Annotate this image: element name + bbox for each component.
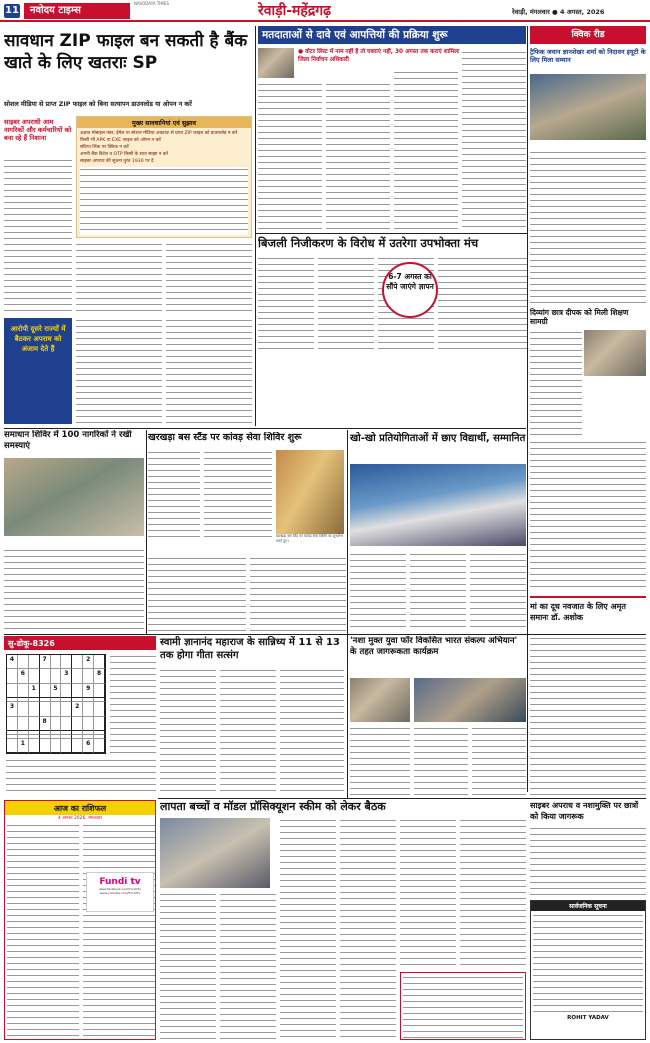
rashifal-title: आज का राशिफल — [5, 801, 155, 815]
lead-pull-quote — [4, 318, 72, 424]
public-notice — [530, 900, 646, 1040]
sudoku-cell[interactable] — [83, 717, 94, 731]
sudoku-cell[interactable] — [72, 739, 83, 753]
sudoku-cell[interactable] — [29, 655, 40, 669]
missing-body-col5 — [400, 818, 456, 968]
mother-body — [530, 636, 646, 796]
sudoku-cell[interactable]: 3 — [7, 702, 18, 716]
lead-side-title: साइबर अपराधी आम नागरिकों और कर्मचारियों को बना रहे हैं निशाना — [4, 118, 72, 142]
lead-body-col5 — [166, 318, 252, 424]
missing-body-col6 — [460, 818, 526, 968]
quick-read-title: क्विक रीड — [571, 30, 605, 40]
sudoku-cell[interactable] — [72, 717, 83, 731]
brand-tag: NAVODAYA TIMES — [134, 1, 170, 6]
kanwar-headline: खरखड़ा बस स्टैंड पर कांवड़ सेवा शिविर शुरू — [148, 432, 302, 443]
divyang-photo — [584, 330, 646, 376]
voters-headline: मतदाताओं से दावे एवं आपत्तियों की प्रक्रिया शुरू — [262, 29, 448, 41]
gita-body-col2 — [220, 668, 276, 796]
voters-headline-bar — [258, 26, 526, 44]
column-rule — [255, 26, 256, 426]
sudoku-cell[interactable] — [51, 669, 62, 683]
notice-title: सार्वजनिक सूचना — [531, 901, 645, 911]
voters-body-col4 — [462, 50, 526, 230]
khokho-headline: खो-खो प्रतियोगिताओं में छाए विद्यार्थी, सम्मानित — [350, 433, 526, 444]
missing-body-col3 — [280, 818, 336, 1040]
page-number: 11 — [5, 5, 19, 16]
sudoku-cell[interactable] — [7, 717, 18, 731]
sudoku-cell[interactable] — [40, 739, 51, 753]
sudoku-cell[interactable] — [72, 684, 83, 698]
masthead — [0, 0, 650, 22]
sudoku-cell[interactable] — [7, 669, 18, 683]
brief-box — [400, 972, 526, 1040]
sudoku-cell[interactable] — [94, 684, 105, 698]
sudoku-cell[interactable] — [51, 717, 62, 731]
kanwar-photo — [276, 450, 344, 534]
row-rule — [4, 428, 526, 429]
row-rule — [4, 634, 646, 635]
sudoku-cell[interactable] — [94, 702, 105, 716]
camp-photo — [4, 458, 144, 536]
tip-item: अज्ञात मोबाइल नंबर, ईमेल या सोशल मीडिया अकाउंट से प्राप्त ZIP फाइल को डाउनलोड न करें — [80, 131, 238, 136]
column-rule — [146, 430, 147, 634]
missing-body-col1 — [160, 892, 216, 1040]
sudoku-cell[interactable] — [61, 684, 72, 698]
sudoku-cell[interactable] — [18, 717, 29, 731]
sudoku-cell[interactable] — [29, 669, 40, 683]
khokho-photo — [350, 464, 526, 546]
lead-headline: सावधान ZIP फाइल बन सकती है बैंक खाते के लिए खतराः SP — [4, 31, 248, 73]
drug-photo-2 — [414, 678, 526, 722]
missing-photo — [160, 818, 270, 888]
sudoku-cell[interactable] — [61, 739, 72, 753]
tips-list — [77, 128, 251, 237]
sudoku-cell[interactable] — [51, 655, 62, 669]
tips-box-title: मुख्य सावधानियां एवं सुझाव — [77, 117, 251, 128]
notice-name: ROHIT YADAV — [567, 1015, 609, 1021]
sudoku-grid[interactable] — [6, 654, 106, 754]
cyber-body — [530, 826, 646, 896]
rashifal-col1 — [7, 823, 79, 1037]
kanwar-body-col1 — [148, 450, 200, 540]
rashifal-date: 4 अगस्त 2026, मंगलवार — [57, 816, 103, 821]
khokho-body-col3 — [470, 552, 526, 632]
quick-photo — [530, 74, 646, 140]
tip-item: संदिग्ध लिंक पर क्लिक न करें — [80, 145, 129, 150]
tip-item: अपनी बैंक डिटेल व OTP किसी के साथ साझा न करें — [80, 152, 169, 157]
sudoku-cell[interactable] — [83, 702, 94, 716]
fundi-logo: Fundi tv — [99, 877, 141, 887]
missing-body-col2 — [220, 892, 276, 1040]
missing-headline: लापता बच्चों व मॉडल प्रॉसिक्यूशन स्कीम को लेकर बैठक — [160, 800, 386, 813]
sudoku-instructions — [110, 654, 156, 754]
sudoku-cell[interactable] — [61, 717, 72, 731]
power-body-col2 — [318, 256, 374, 352]
divyang-body — [530, 330, 582, 438]
sudoku-cell[interactable]: 2 — [83, 655, 94, 669]
drug-body-col2 — [414, 726, 468, 796]
section-title: रेवाड़ी-महेंद्रगढ़ — [258, 3, 332, 19]
sudoku-cell[interactable] — [29, 739, 40, 753]
sudoku-cell[interactable] — [51, 739, 62, 753]
gita-body-col1 — [160, 668, 216, 796]
sudoku-cell[interactable] — [18, 655, 29, 669]
power-badge — [382, 262, 438, 318]
sudoku-cell[interactable]: 5 — [51, 684, 62, 698]
column-rule — [527, 26, 528, 792]
voters-body-col3 — [394, 70, 458, 230]
mother-headline: मां का दूध नवजात के लिए अमृत समानः डॉ. अशोक — [530, 602, 626, 622]
drug-photo-1 — [350, 678, 410, 722]
khokho-body-col2 — [410, 552, 466, 632]
voters-body-col1 — [258, 82, 322, 230]
voters-photo — [258, 48, 294, 78]
missing-body-col4 — [340, 818, 396, 1040]
lead-subhead: सोशल मीडिया से प्राप्त ZIP फाइल को बिना सत्यापन डाउनलोड या ओपन न करें — [4, 100, 192, 108]
sudoku-cell[interactable]: 6 — [83, 739, 94, 753]
sudoku-cell[interactable]: 3 — [61, 669, 72, 683]
tip-item: साइबर अपराध की सूचना तुरंत 1930 पर दें — [80, 159, 154, 164]
sudoku-cell[interactable]: 1 — [29, 684, 40, 698]
sudoku-cell[interactable] — [29, 717, 40, 731]
sudoku-cell[interactable]: 6 — [18, 669, 29, 683]
sudoku-cell[interactable]: 7 — [40, 655, 51, 669]
row-rule — [158, 798, 646, 799]
sudoku-cell[interactable] — [29, 702, 40, 716]
khokho-body-col1 — [350, 552, 406, 632]
gita-headline: स्वामी ज्ञानानंद महाराज के सान्निध्य में 11 से 13 तक होगा गीता सत्संग — [160, 637, 340, 661]
camp-headline: समाधान शिविर में 100 नागरिकों ने रखी समस्याएं — [4, 430, 132, 451]
sudoku-cell[interactable]: 8 — [94, 669, 105, 683]
lead-body-col3 — [166, 242, 252, 314]
sudoku-cell[interactable]: 8 — [40, 717, 51, 731]
sudoku-cell[interactable] — [83, 669, 94, 683]
cyber-headline: साइबर अपराध व नशामुक्ति पर छात्रों को किया जागरूक — [530, 801, 639, 821]
power-badge-text: 6-7 अगस्त को सौंपे जाएंगे ज्ञापन — [386, 272, 434, 291]
divyang-body-2 — [530, 440, 646, 590]
sudoku-cell[interactable] — [51, 702, 62, 716]
rashifal-col2 — [83, 823, 155, 1037]
brand-logo: नवोदय टाइम्स — [24, 3, 130, 19]
sudoku-cell[interactable] — [18, 702, 29, 716]
sudoku-cell[interactable] — [94, 739, 105, 753]
lead-body-col4 — [76, 318, 162, 424]
sudoku-cell[interactable]: 2 — [72, 702, 83, 716]
sudoku-cell[interactable] — [7, 739, 18, 753]
voters-subhead: ● वोटर लिस्ट में नाम नहीं है तो घबराएं नहीं, 30 अगस्त तक कराएं शामिलः जिला निर्वाचन अधिकारी — [298, 49, 460, 63]
quick-read-label — [530, 26, 646, 44]
sudoku-cell[interactable] — [40, 702, 51, 716]
power-body-col4 — [438, 256, 528, 352]
date-line: रेवाड़ी, मंगलवार ● 4 अगस्त, 2026 — [512, 8, 605, 16]
drug-body-col1 — [350, 726, 410, 796]
kanwar-body-col3 — [148, 556, 246, 632]
column-rule — [347, 430, 348, 798]
power-headline: बिजली निजीकरण के विरोध में उतरेगा उपभोक्ता मंच — [258, 236, 479, 250]
sudoku-title: सु-डोकू-8326 — [4, 636, 156, 650]
sudoku-cell[interactable]: 9 — [83, 684, 94, 698]
drug-headline: 'नशा मुक्त युवा फॉर विकसित भारत संकल्प अभियान' के तहत जागरूकता कार्यक्रम — [350, 636, 518, 657]
kanwar-body-col4 — [250, 556, 346, 632]
quick-headline: ट्रैफिक जवान ज्ञानशेखर शर्मा को निदावन इयूटी के लिए मिला सम्मान — [530, 48, 646, 64]
fundi-facebook: www.facebook.com/FundiTv — [99, 887, 141, 891]
sudoku-cell[interactable] — [72, 669, 83, 683]
mother-headline-box — [530, 596, 646, 632]
kanwar-caption: खरखड़ा बस स्टैंड पर कांवड़ सेवा शिविर का शुभारंभ करते हुए। — [276, 534, 343, 543]
power-body-col1 — [258, 256, 314, 352]
gita-body-col3 — [280, 668, 344, 796]
sudoku-solution — [6, 758, 156, 794]
drug-body-col3 — [472, 726, 526, 796]
sudoku-cell[interactable] — [94, 717, 105, 731]
divyang-headline: दिव्यांग छात्र दीपक को मिली शिक्षण सामग्री — [530, 308, 629, 326]
camp-body — [4, 548, 144, 632]
kanwar-body-col2 — [204, 450, 272, 540]
lead-body-col1 — [4, 158, 72, 314]
tip-item: किसी भी APK या EXE फाइल को ओपन न करें — [80, 138, 161, 143]
sudoku-cell[interactable] — [7, 684, 18, 698]
sudoku-cell[interactable] — [72, 655, 83, 669]
sudoku-cell[interactable]: 1 — [18, 739, 29, 753]
quick-body — [530, 150, 646, 306]
lead-body-col2 — [76, 242, 162, 314]
rashifal-section — [4, 800, 156, 1040]
voters-body-col2 — [326, 82, 390, 230]
sudoku-cell[interactable] — [18, 684, 29, 698]
row-rule — [256, 233, 527, 234]
sudoku-cell[interactable] — [61, 702, 72, 716]
sudoku-cell[interactable] — [40, 684, 51, 698]
sudoku-cell[interactable] — [61, 655, 72, 669]
pull-quote-text: आरोपी दूसरे राज्यों में बैठकर अपराध को अंजाम देते हैं — [10, 325, 66, 353]
sudoku-cell[interactable] — [40, 669, 51, 683]
fundi-youtube: www.youtube.com/FundiTv — [99, 891, 141, 895]
sudoku-cell[interactable]: 4 — [7, 655, 18, 669]
tips-box — [76, 116, 252, 238]
fundi-ad[interactable] — [86, 872, 154, 912]
